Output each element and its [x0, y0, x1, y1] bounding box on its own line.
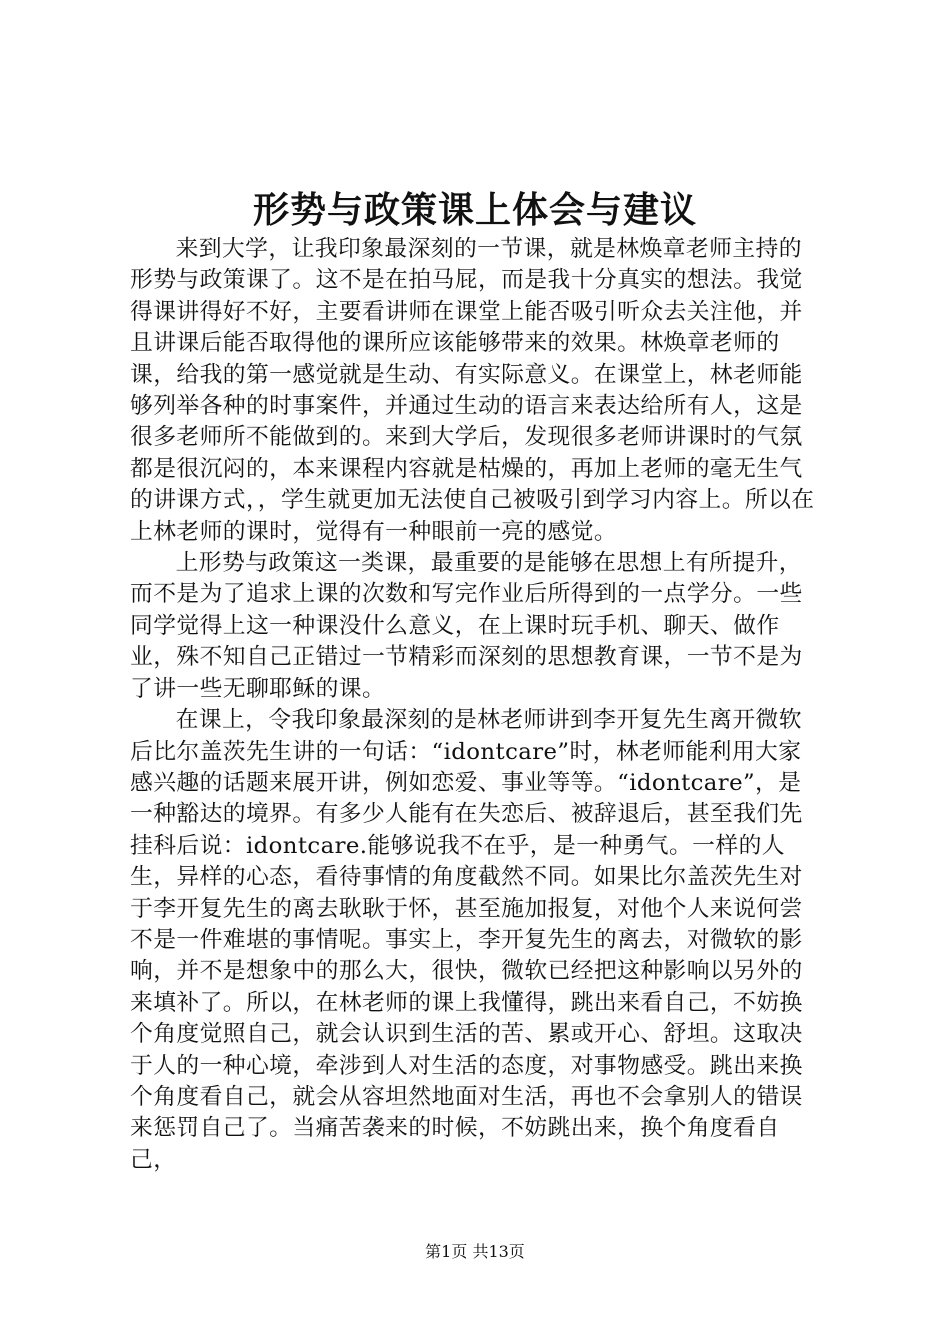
paragraph: 在课上，令我印象最深刻的是林老师讲到李开复先生离开微软后比尔盖茨先生讲的一句话：“idontcare”时，林老师能利用大家感兴趣的话题来展开讲，例如恋爱、事业等等。“idontcare”，是一种豁达的境界。有多少人能有在失恋后、被辞退后，甚至我们先挂科后说：idontcare.能够说我不在乎，是一种勇气。一样的人生，异样的心态，看待事情的角度截然不同。如果比尔盖茨先生对于李开复先生的离去耿耿于怀，甚至施加报复，对他个人来说何尝不是一件难堪的事情呢。事实上，李开复先生的离去，对微软的影响，并不是想象中的那么大，很快，微软已经把这种影响以另外的来填补了。所以，在林老师的课上我懂得，跳出来看自己，不妨换个角度觉照自己，就会认识到生活的苦、累或开心、舒坦。这取决于人的一种心境，牵涉到人对生活的态度，对事物感受。跳出来换个角度看自己，就会从容坦然地面对生活，再也不会拿别人的错误来惩罚自己了。当痛苦袭来的时候，不妨跳出来，换个角度看自己， [130, 707, 803, 1173]
document-title: 形势与政策课上体会与建议 [252, 189, 697, 231]
paragraph: 上形势与政策这一类课，最重要的是能够在思想上有所提升，而不是为了追求上课的次数和写完作业后所得到的一点学分。一些同学觉得上这一种课没什么意义，在上课时玩手机、聊天、做作业，殊不知自己正错过一节精彩而深刻的思想教育课，一节不是为了讲一些无聊耶稣的课。 [130, 550, 803, 702]
paragraph: 来到大学，让我印象最深刻的一节课，就是林焕章老师主持的形势与政策课了。这不是在拍马屁，而是我十分真实的想法。我觉得课讲得好不好，主要看讲师在课堂上能否吸引听众去关注他，并且讲课后能否取得他的课所应该能够带来的效果。林焕章老师的课，给我的第一感觉就是生动、有实际意义。在课堂上，林老师能够列举各种的时事案件，并通过生动的语言来表达给所有人，这是很多老师所不能做到的。来到大学后，发现很多老师讲课时的气氛都是很沉闷的，本来课程内容就是枯燥的，再加上老师的毫无生气的讲课方式，，学生就更加无法使自己被吸引到学习内容上。所以在上林老师的课时，觉得有一种眼前一亮的感觉。 [130, 236, 815, 545]
document-body [130, 234, 820, 1176]
page-footer: 第1页 共13页 [425, 1242, 525, 1261]
